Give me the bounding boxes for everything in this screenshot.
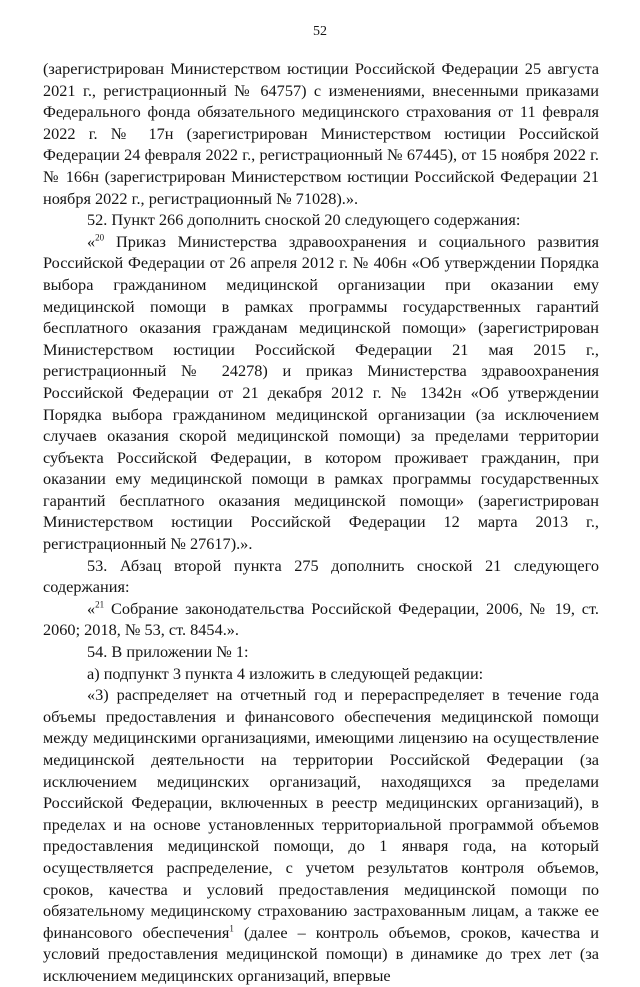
paragraph-subitem-a: а) подпункт 3 пункта 4 изложить в следующей редакции: [87, 663, 484, 683]
page-number: 52 [313, 24, 327, 39]
subpoint-3-continuation: (далее – контроль объемов, сроков, качества и условий предоставления медицинской помощи) в динамике до трех лет (за исключением медицинских организаций, впервые [43, 922, 599, 985]
subpoint-3-text: «3) распределяет на отчетный год и перераспределяет в течение года объемы предоставления и финансового обеспечения медицинской помощи между медицинскими организациями, имеющими лицензию на осуществление медицинской деятельности на территории Российской Федерации (за исключением медицинских организаций, находящихся за пределами Российской Федерации, включенных в реестр медицинских организаций), в пределах и на основе установленных территориальной программой объемов предоставления медицинской помощи, до 1 января года, на который осуществляется распределение, с учетом результатов контроля объемов, сроков, качества и условий предоставления медицинской помощи по обязательному медицинскому страхованию застрахованным лицам, а также ее финансового обеспечения [43, 685, 599, 942]
paragraph-subpoint-3 [43, 684, 599, 986]
paragraph-footnote-21 [43, 598, 599, 641]
paragraph-item-52: 52. Пункт 266 дополнить сноской 20 следующего содержания: [87, 210, 521, 230]
document-body [43, 58, 599, 987]
paragraph-item-54: 54. В приложении № 1: [87, 642, 249, 662]
footnote-21-text: Собрание законодательства Российской Федерации, 2006, № 19, ст. 2060; 2018, № 53, ст. 8454.». [43, 598, 599, 640]
footnote-mark-20: 20 [95, 232, 105, 243]
footnote-mark-1: 1 [229, 923, 234, 934]
paragraph-item-53: 53. Абзац второй пункта 275 дополнить сноской 21 следующего содержания: [43, 555, 599, 597]
quote-open: « [87, 231, 96, 251]
footnote-mark-21: 21 [95, 599, 105, 610]
footnote-20-text: Приказ Министерства здравоохранения и социального развития Российской Федерации от 26 апреля 2012 г. № 406н «Об утверждении Порядка выбора гражданином медицинской организации при оказании ему медицинской помощи в рамках программы государственных гарантий бесплатного оказания гражданам медицинской помощи» (зарегистрирован Министерством юстиции Российской Федерации 21 мая 2015 г., регистрационный № 24278) и приказ Министерства здравоохранения Российской Федерации от 21 декабря 2012 г. № 1342н «Об утверждении Порядка выбора гражданином медицинской организации (за исключением случаев оказания скорой медицинской помощи) за пределами территории субъекта Российской Федерации, в котором проживает гражданин, при оказании ему медицинской помощи в рамках программы государственных гарантий бесплатного оказания медицинской помощи» (зарегистрирован Министерством юстиции Российской Федерации 12 марта 2013 г., регистрационный № 27617).». [43, 231, 599, 554]
paragraph-footnote-20 [43, 231, 599, 555]
paragraph-registration-continuation: (зарегистрирован Министерством юстиции Российской Федерации 25 августа 2021 г., регистрационный № 64757) с изменениями, внесенными приказами Федерального фонда обязательного медицинского страхования от 11 февраля 2022 г. № 17н (зарегистрирован Министерством юстиции Российской Федерации 24 февраля 2022 г., регистрационный № 67445), от 15 ноября 2022 г. № 166н (зарегистрирован Министерством юстиции Российской Федерации 21 ноября 2022 г., регистрационный № 71028).». [43, 59, 599, 208]
quote-open: « [87, 598, 96, 618]
